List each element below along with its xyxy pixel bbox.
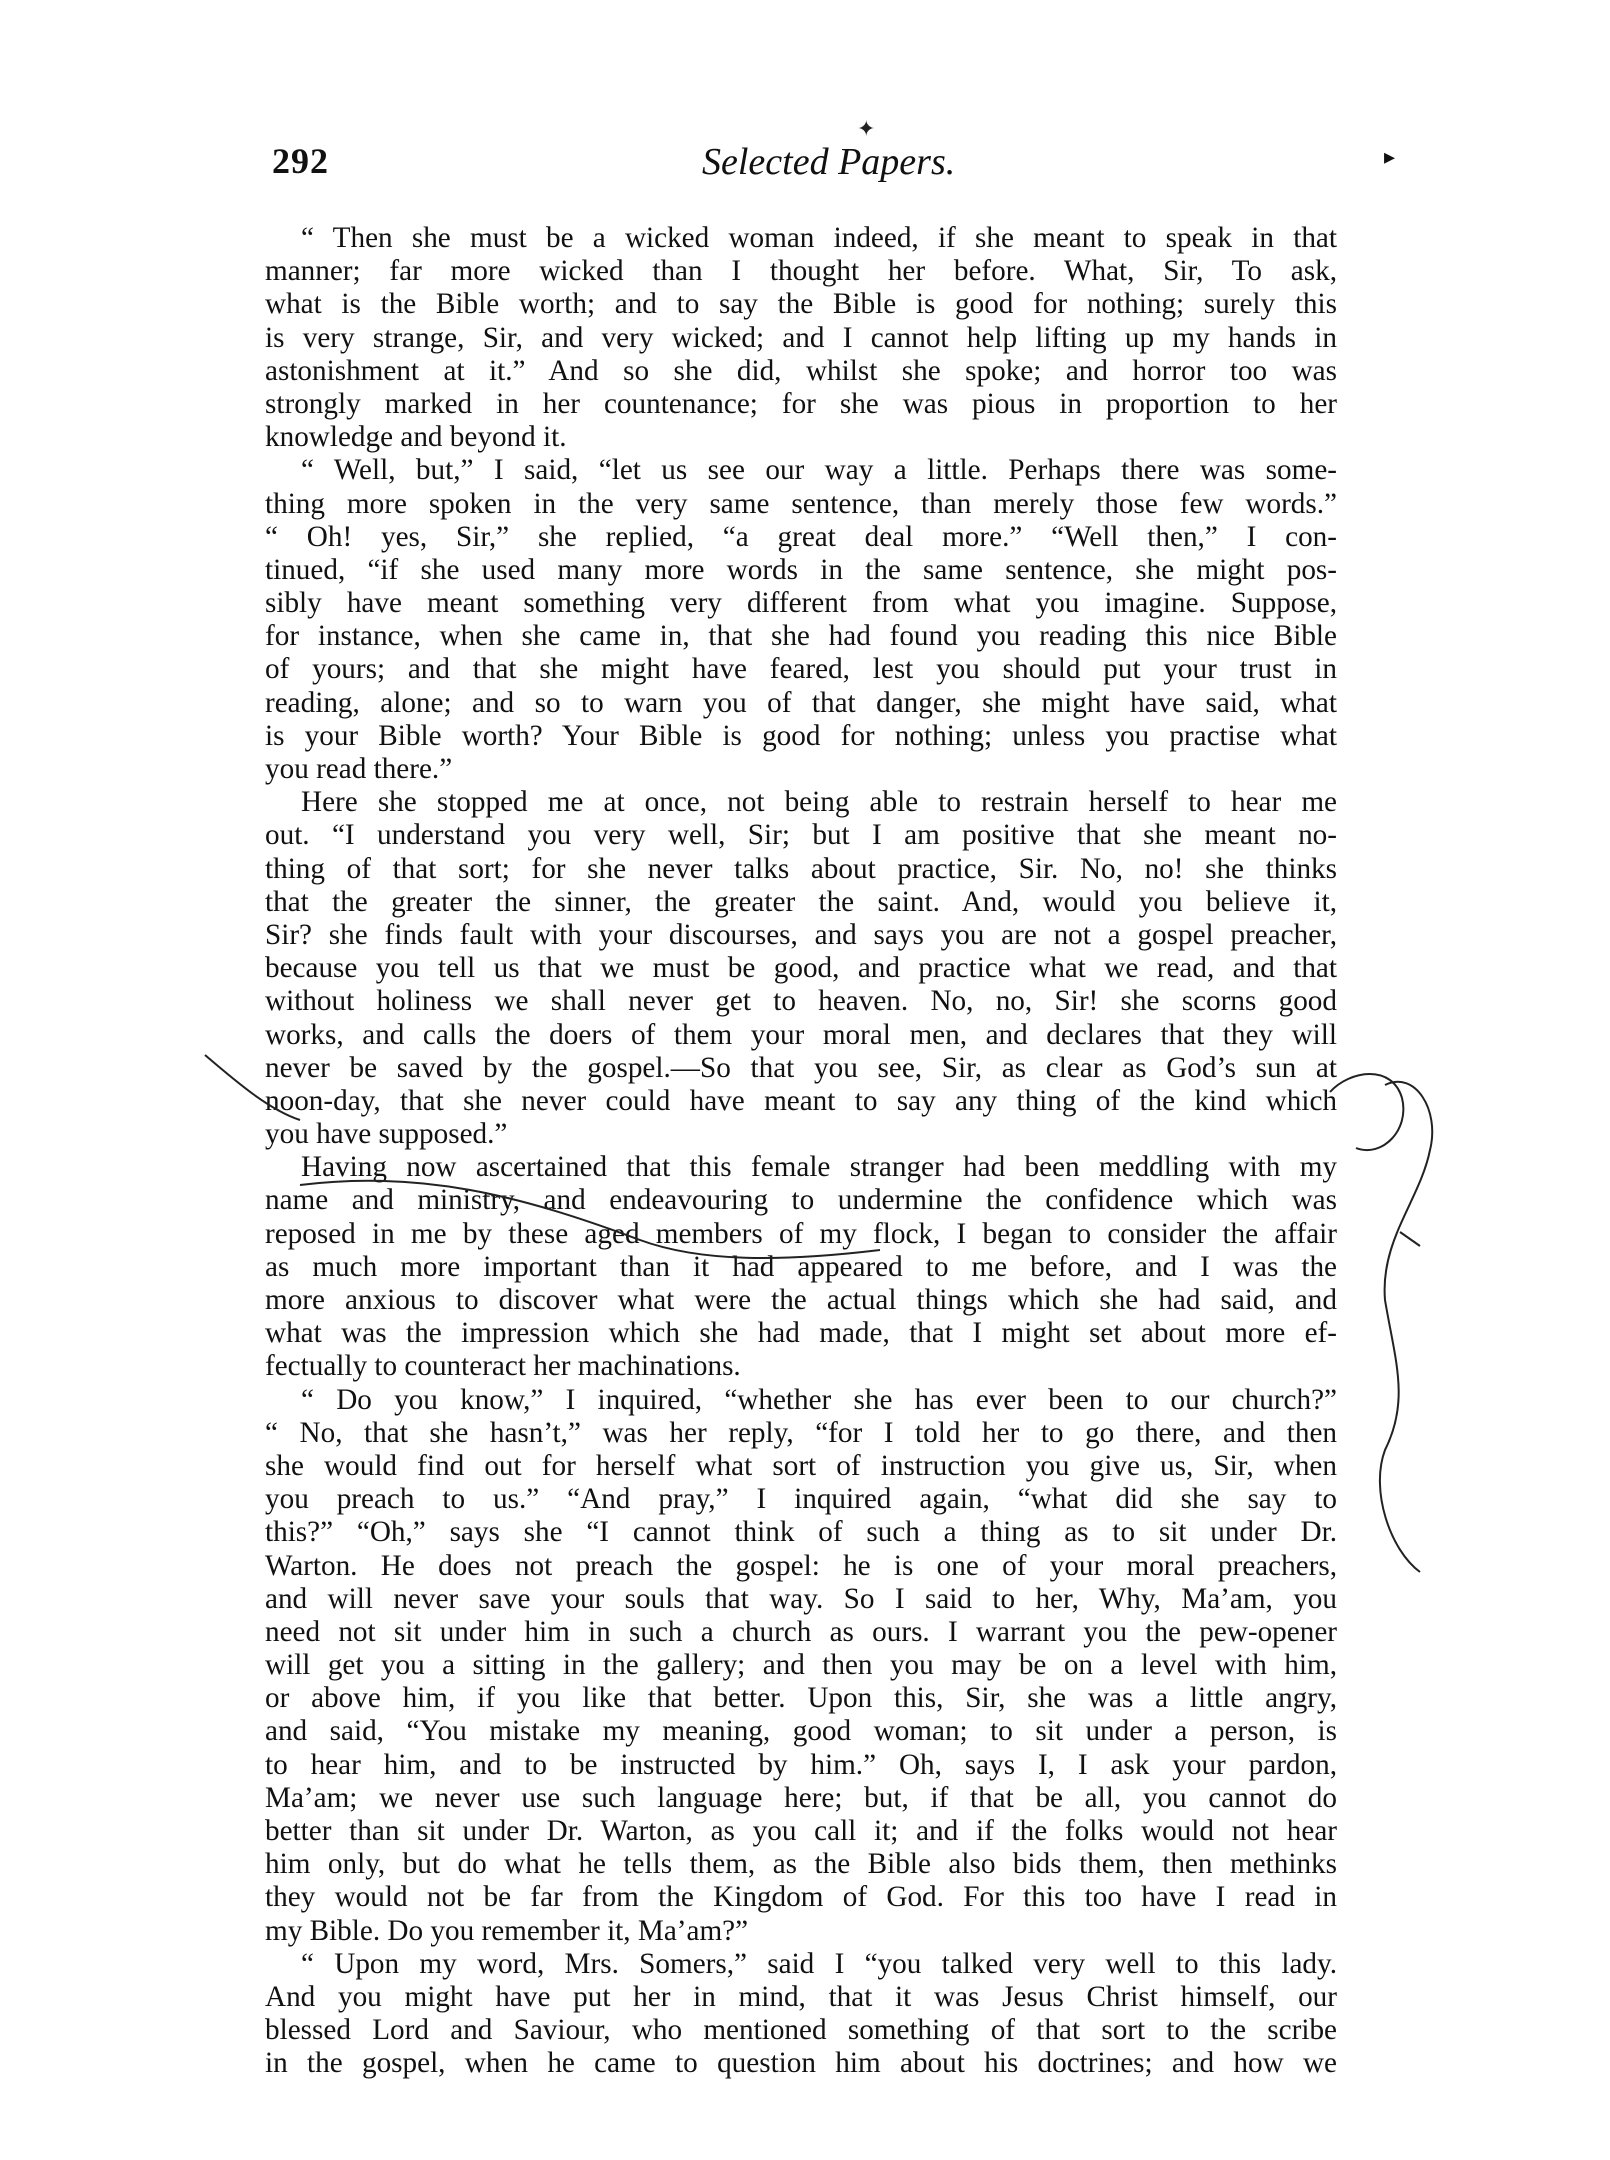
text-line: what was the impression which she had made, that I might set about more ef- xyxy=(265,1317,1337,1350)
text-line: Having now ascertained that this female stranger had been meddling with my xyxy=(301,1151,1337,1184)
text-line: in the gospel, when he came to question him about his doctrines; and how we xyxy=(265,2047,1337,2080)
text-line: blessed Lord and Saviour, who mentioned something of that sort to the scribe xyxy=(265,2014,1337,2047)
text-line: “ Do you know,” I inquired, “whether she has ever been to our church?” xyxy=(301,1383,1337,1416)
text-line: that the greater the sinner, the greater the saint. And, would you believe it, xyxy=(265,885,1337,918)
text-line: without holiness we shall never get to heaven. No, no, Sir! she scorns good xyxy=(265,985,1337,1018)
text-line: astonishment at it.” And so she did, whilst she spoke; and horror too was xyxy=(265,354,1337,387)
text-line: reposed in me by these aged members of my flock, I began to consider the affair xyxy=(265,1217,1337,1250)
text-line: Ma’am; we never use such language here; but, if that be all, you cannot do xyxy=(265,1781,1337,1814)
text-line: And you might have put her in mind, that it was Jesus Christ himself, our xyxy=(265,1980,1337,2013)
text-line: thing of that sort; for she never talks about practice, Sir. No, no! she thinks xyxy=(265,852,1337,885)
text-line: tinued, “if she used many more words in the same sentence, she might pos- xyxy=(265,553,1337,586)
margin-tick-right xyxy=(1400,1232,1420,1246)
text-line: you have supposed.” xyxy=(265,1118,508,1151)
text-line: you preach to us.” “And pray,” I inquired again, “what did she say to xyxy=(265,1483,1337,1516)
text-line: she would find out for herself what sort of instruction you give us, Sir, when xyxy=(265,1449,1337,1482)
text-line: Sir? she finds fault with your discourses, and says you are not a gospel preacher, xyxy=(265,918,1337,951)
text-line: fectually to counteract her machinations. xyxy=(265,1350,741,1383)
text-line: my Bible. Do you remember it, Ma’am?” xyxy=(265,1914,749,1947)
body-text xyxy=(265,222,1337,2081)
text-line: for instance, when she came in, that she had found you reading this nice Bible xyxy=(265,620,1337,653)
text-line: more anxious to discover what were the actual things which she had said, and xyxy=(265,1284,1337,1316)
text-line: is very strange, Sir, and very wicked; and I cannot help lifting up my hands in xyxy=(265,321,1337,354)
text-line: “ Upon my word, Mrs. Somers,” said I “you talked very well to this lady. xyxy=(301,1947,1337,1980)
running-title: Selected Papers. xyxy=(702,141,956,183)
text-line: works, and calls the doers of them your moral men, and declares that they will xyxy=(265,1018,1337,1051)
text-line: “ Oh! yes, Sir,” she replied, “a great deal more.” “Well then,” I con- xyxy=(265,520,1337,553)
text-line: better than sit under Dr. Warton, as you call it; and if the folks would not hear xyxy=(265,1815,1337,1847)
text-line: out. “I understand you very well, Sir; but I am positive that she meant no- xyxy=(265,819,1337,852)
text-line: strongly marked in her countenance; for she was pious in proportion to her xyxy=(265,387,1337,420)
text-line: noon-day, that she never could have meant to say any thing of the kind which xyxy=(265,1084,1337,1117)
margin-bracket-right xyxy=(1380,1082,1432,1572)
header-dot: ▸ xyxy=(1384,144,1396,169)
text-line: what is the Bible worth; and to say the Bible is good for nothing; surely this xyxy=(265,288,1337,321)
text-line: you read there.” xyxy=(265,753,453,785)
text-line: “ Well, but,” I said, “let us see our way a little. Perhaps there was some- xyxy=(301,454,1337,487)
text-line: as much more important than it had appeared to me before, and I was the xyxy=(265,1250,1337,1283)
margin-loop-right xyxy=(1330,1074,1403,1150)
text-line: thing more spoken in the very same sentence, than merely those few words.” xyxy=(265,487,1337,520)
text-line: because you tell us that we must be good, and practice what we read, and that xyxy=(265,952,1337,985)
printer-mark: ✦ xyxy=(857,116,876,141)
text-line: sibly have meant something very different from what you imagine. Suppose, xyxy=(265,587,1337,620)
text-line: this?” “Oh,” says she “I cannot think of such a thing as to sit under Dr. xyxy=(265,1516,1337,1549)
text-line: knowledge and beyond it. xyxy=(265,421,567,454)
text-line: need not sit under him in such a church as ours. I warrant you the pew-opener xyxy=(265,1615,1337,1648)
text-line: Here she stopped me at once, not being able to restrain herself to hear me xyxy=(301,786,1337,819)
text-line: “ No, that she hasn’t,” was her reply, “for I told her to go there, and then xyxy=(265,1416,1337,1449)
text-line: never be saved by the gospel.—So that you see, Sir, as clear as God’s sun at xyxy=(265,1051,1337,1084)
text-line: is your Bible worth? Your Bible is good for nothing; unless you practise what xyxy=(265,719,1337,752)
text-line: Warton. He does not preach the gospel: he is one of your moral preachers, xyxy=(265,1549,1337,1582)
text-line: reading, alone; and so to warn you of that danger, she might have said, what xyxy=(265,686,1337,719)
text-line: name and ministry, and endeavouring to undermine the confidence which was xyxy=(265,1184,1337,1217)
text-line: or above him, if you like that better. Upon this, Sir, she was a little angry, xyxy=(265,1682,1337,1715)
text-line: and will never save your souls that way. So I said to her, Why, Ma’am, you xyxy=(265,1582,1337,1615)
page-number: 292 xyxy=(272,141,329,181)
text-line: to hear him, and to be instructed by him.” Oh, says I, I ask your pardon, xyxy=(265,1748,1337,1781)
text-line: “ Then she must be a wicked woman indeed, if she meant to speak in that xyxy=(301,222,1337,254)
text-line: and said, “You mistake my meaning, good woman; to sit under a person, is xyxy=(265,1715,1337,1748)
text-line: they would not be far from the Kingdom of God. For this too have I read in xyxy=(265,1881,1337,1914)
text-line: of yours; and that she might have feared, lest you should put your trust in xyxy=(265,653,1337,686)
text-line: manner; far more wicked than I thought her before. What, Sir, To ask, xyxy=(265,255,1337,288)
page-header xyxy=(272,116,1396,190)
text-line: will get you a sitting in the gallery; and then you may be on a level with him, xyxy=(265,1649,1337,1682)
text-line: him only, but do what he tells them, as the Bible also bids them, then methinks xyxy=(265,1848,1337,1881)
